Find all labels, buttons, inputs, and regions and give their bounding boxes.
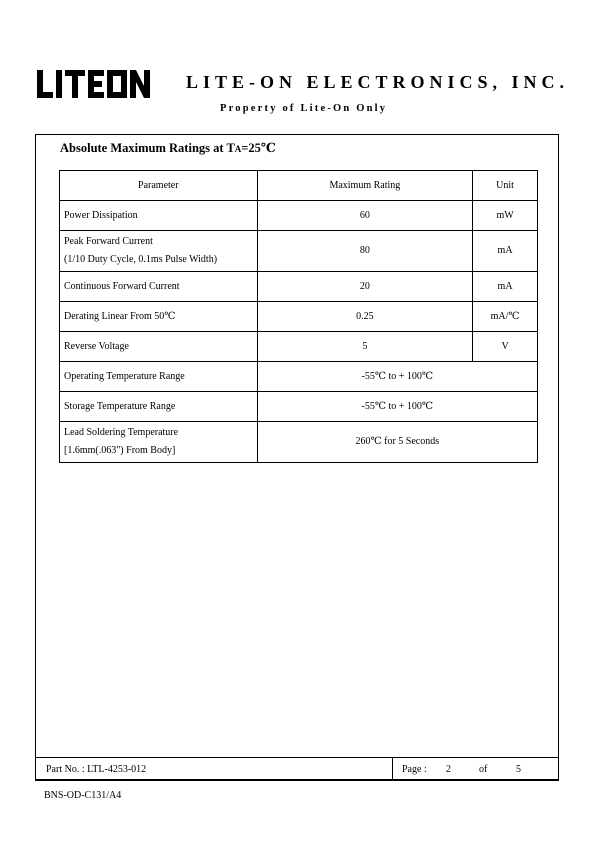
rating-cell: 60 (257, 201, 473, 231)
parameter-cell: Operating Temperature Range (60, 362, 258, 392)
rating-cell: 0.25 (257, 302, 473, 332)
parameter-cell: Lead Soldering Temperature [1.6mm(.063") From Body] (60, 422, 258, 463)
table-row (60, 392, 538, 422)
parameter-cell: Derating Linear From 50℃ (60, 302, 258, 332)
parameter-cell: Storage Temperature Range (60, 392, 258, 422)
page-indicator (393, 757, 559, 781)
unit-cell: mA/℃ (473, 302, 538, 332)
column-header-maximum-rating: Maximum Rating (257, 171, 473, 201)
part-number: Part No. : LTL-4253-012 (35, 757, 393, 781)
rating-cell: -55℃ to + 100℃ (257, 362, 537, 392)
column-header-unit: Unit (473, 171, 538, 201)
document-reference: BNS-OD-C131/A4 (44, 790, 122, 801)
unit-cell: mA (473, 231, 538, 272)
unit-cell: mW (473, 201, 538, 231)
page-label: Page : (402, 764, 427, 775)
company-name: LITE-ON ELECTRONICS, INC. (186, 72, 570, 92)
parameter-cell: Reverse Voltage (60, 332, 258, 362)
page-number: 2 (446, 764, 451, 775)
rating-cell: 80 (257, 231, 473, 272)
unit-cell: mA (473, 272, 538, 302)
unit-cell: V (473, 332, 538, 362)
ratings-table (59, 170, 538, 463)
table-header-row (60, 171, 538, 201)
table-row (60, 201, 538, 231)
rating-cell: 260℃ for 5 Seconds (257, 422, 537, 463)
table-row (60, 302, 538, 332)
page-total: 5 (516, 764, 521, 775)
table-row (60, 332, 538, 362)
table-row (60, 272, 538, 302)
table-row (60, 422, 538, 463)
parameter-cell: Continuous Forward Current (60, 272, 258, 302)
rating-cell: 5 (257, 332, 473, 362)
liteon-logo (37, 70, 150, 98)
parameter-cell: Peak Forward Current (1/10 Duty Cycle, 0.1ms Pulse Width) (60, 231, 258, 272)
parameter-cell: Power Dissipation (60, 201, 258, 231)
property-notice: Property of Lite-On Only (220, 103, 388, 114)
of-label: of (479, 764, 488, 775)
rating-cell: -55℃ to + 100℃ (257, 392, 537, 422)
rating-cell: 20 (257, 272, 473, 302)
table-row (60, 231, 538, 272)
table-row (60, 362, 538, 392)
column-header-parameter: Parameter (60, 171, 258, 201)
section-title: Absolute Maximum Ratings at TA=25℃ (60, 141, 276, 155)
